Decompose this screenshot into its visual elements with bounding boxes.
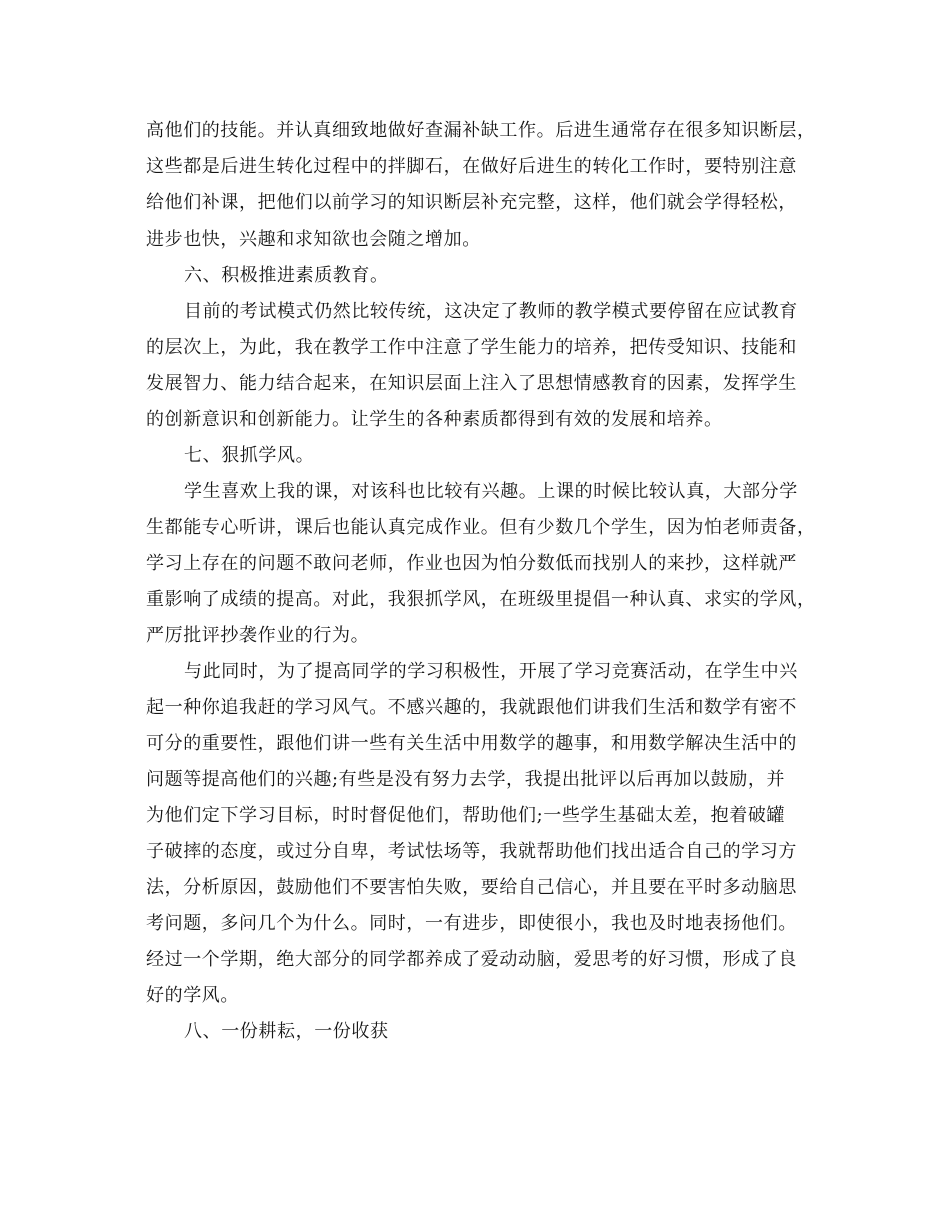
text-line: 经过一个学期，绝大部分的同学都养成了爱动动脑，爱思考的好习惯，形成了良 xyxy=(146,949,797,970)
text-line: 学生喜欢上我的课，对该科也比较有兴趣。上课的时候比较认真，大部分学 xyxy=(184,481,798,502)
text-line: 高他们的技能。并认真细致地做好查漏补缺工作。后进生通常存在很多知识断层， xyxy=(146,120,816,141)
text-line: 问题等提高他们的兴趣;有些是没有努力去学，我提出批评以后再加以鼓励，并 xyxy=(146,769,786,790)
text-line: 进步也快，兴趣和求知欲也会随之增加。 xyxy=(146,229,481,250)
text-line: 发展智力、能力结合起来，在知识层面上注入了思想情感教育的因素，发挥学生 xyxy=(146,373,797,394)
text-line: 子破摔的态度，或过分自卑，考试怯场等，我就帮助他们找出适合自己的学习方 xyxy=(146,841,797,862)
text-line: 重影响了成绩的提高。对此，我狠抓学风，在班级里提倡一种认真、求实的学风， xyxy=(146,589,816,610)
text-line: 的层次上，为此，我在教学工作中注意了学生能力的培养，把传受知识、技能和 xyxy=(146,337,797,358)
text-line: 学习上存在的问题不敢问老师，作业也因为怕分数低而找别人的来抄，这样就严 xyxy=(146,553,797,574)
text-line: 与此同时，为了提高同学的学习积极性，开展了学习竞赛活动，在学生中兴 xyxy=(184,661,798,682)
text-line: 为他们定下学习目标，时时督促他们，帮助他们;一些学生基础太差，抱着破罐 xyxy=(146,805,786,826)
section-heading-7: 七、狠抓学风。 xyxy=(184,445,315,466)
text-line: 的创新意识和创新能力。让学生的各种素质都得到有效的发展和培养。 xyxy=(146,409,723,430)
text-line: 严厉批评抄袭作业的行为。 xyxy=(146,625,370,646)
text-line: 目前的考试模式仍然比较传统，这决定了教师的教学模式要停留在应试教育 xyxy=(184,301,798,322)
text-line: 考问题，多问几个为什么。同时，一有进步，即使很小，我也及时地表扬他们。 xyxy=(146,913,797,934)
section-heading-8: 八、一份耕耘，一份收获 xyxy=(184,1021,389,1042)
text-line: 法，分析原因，鼓励他们不要害怕失败，要给自己信心，并且要在平时多动脑思 xyxy=(146,877,797,898)
text-line: 这些都是后进生转化过程中的拌脚石，在做好后进生的转化工作时，要特别注意 xyxy=(146,156,797,177)
text-line: 起一种你追我赶的学习风气。不感兴趣的，我就跟他们讲我们生活和数学有密不 xyxy=(146,697,797,718)
text-line: 生都能专心听讲，课后也能认真完成作业。但有少数几个学生，因为怕老师责备， xyxy=(146,517,816,538)
text-line: 给他们补课，把他们以前学习的知识断层补充完整，这样，他们就会学得轻松， xyxy=(146,192,797,213)
section-heading-6: 六、积极推进素质教育。 xyxy=(184,265,389,286)
text-line: 可分的重要性，跟他们讲一些有关生活中用数学的趣事，和用数学解决生活中的 xyxy=(146,733,797,754)
text-line: 好的学风。 xyxy=(146,985,239,1006)
